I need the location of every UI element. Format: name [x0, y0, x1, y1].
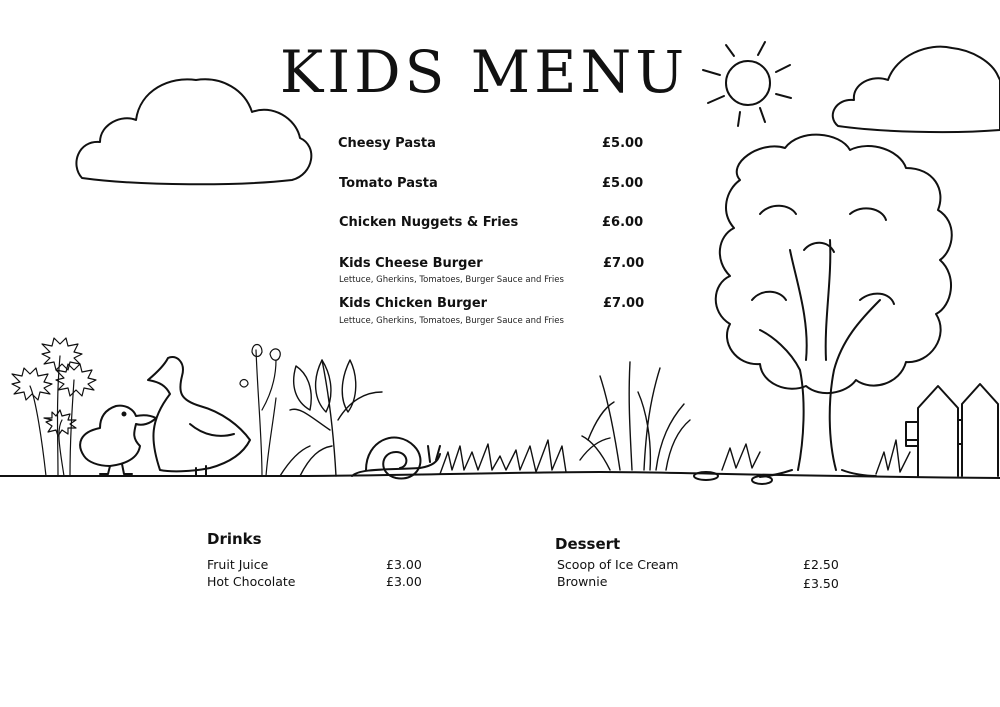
menu-item-name: Cheesy Pasta: [338, 136, 436, 151]
snail-icon: [352, 438, 440, 479]
menu-item-price: £5.00: [602, 136, 644, 151]
drink-name: Fruit Juice: [207, 557, 269, 572]
drinks-heading: Drinks: [207, 530, 262, 548]
menu-item-description: Lettuce, Gherkins, Tomatoes, Burger Sauce and Fries: [339, 275, 564, 285]
menu-item-description: Lettuce, Gherkins, Tomatoes, Burger Sauce and Fries: [339, 316, 564, 326]
tree-icon: [716, 135, 952, 477]
menu-item-name: Tomato Pasta: [339, 176, 438, 191]
menu-item-name: Chicken Nuggets & Fries: [339, 215, 519, 230]
menu-title: KIDS MENU: [279, 38, 689, 106]
dessert-price: £2.50: [803, 557, 839, 572]
menu-item-price: £7.00: [603, 256, 645, 271]
dessert-name: Brownie: [557, 574, 608, 589]
dessert-name: Scoop of Ice Cream: [557, 557, 679, 572]
menu-item-price: £5.00: [602, 176, 644, 191]
drink-name: Hot Chocolate: [207, 574, 296, 589]
fence-icon: [906, 384, 998, 476]
menu-item-price: £7.00: [603, 296, 645, 311]
reeds-icon: [580, 362, 690, 470]
dessert-heading: Dessert: [555, 535, 621, 553]
menu-item-name: Kids Cheese Burger: [339, 256, 483, 271]
grass-tuft-icon: [722, 440, 910, 474]
menu-item-price: £6.00: [602, 215, 644, 230]
drink-price: £3.00: [386, 557, 422, 572]
flowers-icon: [12, 338, 280, 476]
grass-icon: [440, 440, 566, 474]
drink-price: £3.00: [386, 574, 422, 589]
duck-icon: [80, 357, 250, 476]
menu-item-name: Kids Chicken Burger: [339, 296, 488, 311]
dessert-price: £3.50: [803, 576, 839, 591]
